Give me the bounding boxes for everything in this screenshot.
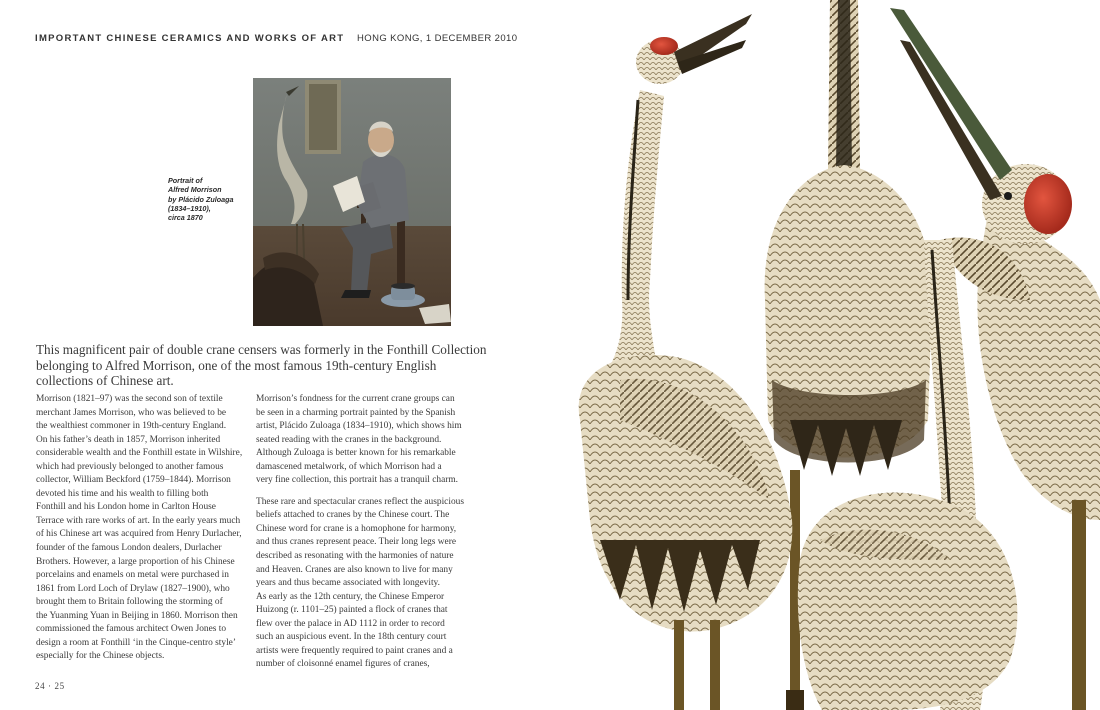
body-column-1	[36, 393, 251, 664]
catalogue-title: IMPORTANT CHINESE CERAMICS AND WORKS OF ART	[35, 33, 345, 44]
body-line: brought them to Britain following the storming of	[36, 597, 223, 608]
body-line: artists were frequently required to paint cranes and a	[256, 645, 453, 656]
portrait-painting	[253, 78, 451, 326]
body-line: of his Chinese art was acquired from Henry Durlacher,	[36, 529, 242, 540]
lead-line: collections of Chinese art.	[36, 373, 174, 388]
body-line: the Yuanming Yuan in Beijing in 1860. Morrison then	[36, 610, 238, 621]
body-line: described as resonating with the harmonies of nature	[256, 551, 454, 562]
running-head	[35, 33, 517, 44]
page-numbers: 24 · 25	[35, 681, 65, 691]
body-line: and Heaven. Cranes are also known to live for many	[256, 564, 453, 575]
body-line: 1861 from Lord Loch of Drylaw (1827–1900), who	[36, 583, 230, 594]
lead-line: This magnificent pair of double crane censers was formerly in the Fonthill Collection	[36, 342, 487, 357]
body-line: commissioned the famous architect Owen Jones to	[36, 624, 227, 635]
caption-line: Alfred Morrison	[168, 185, 222, 195]
caption-line: Portrait of	[168, 176, 203, 185]
body-line: and thus cranes represent peace. Their long legs were	[256, 537, 457, 548]
body-line: such an auspicious event. In the 18th century court	[256, 632, 447, 643]
body-line: On his father’s death in 1857, Morrison inherited	[36, 434, 221, 445]
body-line: Morrison (1821–97) was the second son of textile	[36, 394, 223, 404]
body-line: considerable wealth and the Fonthill estate in Wilshire,	[36, 448, 243, 459]
body-line: years and thus became associated with longevity.	[256, 578, 440, 589]
body-line: Morrison’s fondness for the current crane groups can	[256, 394, 455, 404]
body-line: seated reading with the cranes in the background.	[256, 434, 442, 445]
body-line: which had previously belonged to another famous	[36, 461, 224, 472]
lead-line: belonging to Alfred Morrison, one of the most famous 19th-century English	[36, 357, 437, 373]
portrait-caption	[168, 176, 250, 222]
body-line: beliefs attached to cranes by the Chinese court. The	[256, 510, 450, 521]
sale-date: HONG KONG, 1 DECEMBER 2010	[357, 33, 518, 44]
body-line: the wealthiest commoner in 19th-century England.	[36, 421, 227, 432]
body-line: collector, William Beckford (1759–1844). Morrison	[36, 475, 231, 486]
body-line: design a room at Fonthill ‘in the Cinque-centro style’	[36, 637, 236, 648]
body-line: especially for the Chinese objects.	[36, 651, 165, 662]
lead-paragraph	[36, 342, 487, 389]
paragraph-gap	[256, 488, 471, 496]
caption-line: circa 1870	[168, 213, 203, 223]
body-line: Although Zuloaga is better known for his remarkable	[256, 448, 456, 459]
body-line: devoted his time and his wealth to filling both	[36, 488, 209, 499]
body-line: As early as the 12th century, the Chinese Emperor	[256, 591, 445, 602]
body-line: artist, Plácido Zuloaga (1834–1910), which shows him	[256, 421, 462, 432]
body-line: Terrace with rare works of art. In the early years much	[36, 515, 241, 526]
body-column-2	[256, 393, 471, 672]
body-line: very fine collection, this portrait has a tranquil charm.	[256, 475, 459, 486]
body-line: These rare and spectacular cranes reflect the auspicious	[256, 496, 464, 507]
caption-line: by Plácido Zuloaga	[168, 194, 234, 204]
body-line: Brothers. However, a large proportion of his Chinese	[36, 556, 235, 567]
caption-line: (1834–1910),	[168, 203, 211, 213]
body-line: Chinese word for crane is a homophone for harmony,	[256, 523, 457, 534]
crane-left	[579, 14, 793, 710]
body-line: number of cloisonné enamel figures of cranes,	[256, 659, 430, 670]
body-line: flew over the palace in AD 1112 in order to record	[256, 618, 445, 629]
crane-censers-photograph	[560, 0, 1100, 710]
body-line: Fonthill and his London home in Carlton House	[36, 502, 216, 513]
body-line: be seen in a charming portrait painted by the Spanish	[256, 407, 456, 418]
body-line: damascened metalwork, of which Morrison had a	[256, 461, 442, 472]
body-line: founder of the famous London dealers, Durlacher	[36, 543, 222, 554]
body-line: merchant James Morrison, who was believed to be	[36, 407, 227, 418]
body-line: Huizong (r. 1101–25) painted a flock of cranes that	[256, 605, 448, 616]
body-line: porcelains and enamels on metal were purchased in	[36, 570, 229, 581]
